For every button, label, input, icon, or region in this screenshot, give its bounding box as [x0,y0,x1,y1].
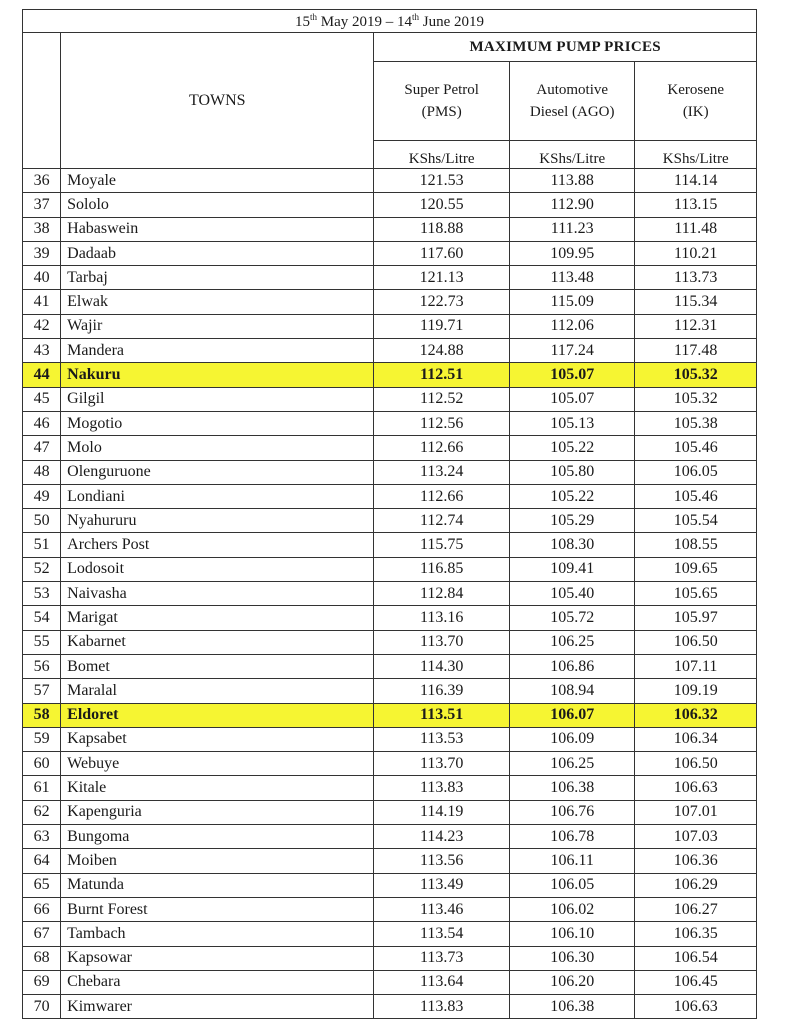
pms-header: Super Petrol (PMS) [374,62,510,141]
table-row [23,606,757,630]
table-row [23,897,757,921]
table-row [23,727,757,751]
table-row [23,314,757,338]
ago-price: 106.38 [509,776,635,800]
ago-unit: KShs/Litre [509,141,635,169]
ago-price: 106.76 [509,800,635,824]
town-name: Mogotio [61,411,374,435]
ik-price: 111.48 [635,217,757,241]
town-name: Molo [61,436,374,460]
table-row [23,266,757,290]
town-name: Kapenguria [61,800,374,824]
ago-price: 106.38 [509,995,635,1019]
ik-price: 105.38 [635,411,757,435]
ago-price: 106.25 [509,752,635,776]
town-name: Kapsowar [61,946,374,970]
row-number: 50 [23,509,61,533]
ik-price: 106.45 [635,970,757,994]
ago-price: 106.02 [509,897,635,921]
ik-price: 115.34 [635,290,757,314]
town-name: Maralal [61,679,374,703]
ago-price: 106.11 [509,849,635,873]
pms-price: 112.84 [374,582,510,606]
row-number: 41 [23,290,61,314]
town-name: Kimwarer [61,995,374,1019]
town-name: Kapsabet [61,727,374,751]
pms-price: 113.16 [374,606,510,630]
ik-price: 106.05 [635,460,757,484]
ik-header: Kerosene (IK) [635,62,757,141]
ik-price: 106.50 [635,630,757,654]
max-pump-prices-header: MAXIMUM PUMP PRICES [374,33,757,62]
row-number: 60 [23,752,61,776]
pms-price: 112.51 [374,363,510,387]
town-name: Webuye [61,752,374,776]
table-row [23,363,757,387]
pms-price: 113.70 [374,630,510,654]
pump-prices-table [22,9,757,1019]
town-name: Naivasha [61,582,374,606]
town-name: Tambach [61,922,374,946]
table-row [23,825,757,849]
table-row [23,169,757,193]
row-number: 66 [23,897,61,921]
pms-price: 115.75 [374,533,510,557]
town-name: Lodosoit [61,557,374,581]
pms-price: 113.64 [374,970,510,994]
ago-price: 105.07 [509,363,635,387]
pms-price: 119.71 [374,314,510,338]
ik-price: 106.35 [635,922,757,946]
ago-price: 106.05 [509,873,635,897]
ik-unit: KShs/Litre [635,141,757,169]
pms-price: 120.55 [374,193,510,217]
table-row [23,752,757,776]
row-number: 55 [23,630,61,654]
table-row [23,679,757,703]
number-header-cell [23,33,61,169]
pms-price: 122.73 [374,290,510,314]
town-name: Londiani [61,484,374,508]
town-name: Bomet [61,654,374,678]
ago-price: 105.72 [509,606,635,630]
town-name: Matunda [61,873,374,897]
table-row [23,922,757,946]
ik-price: 106.32 [635,703,757,727]
table-row [23,436,757,460]
ago-price: 115.09 [509,290,635,314]
table-row [23,654,757,678]
period-title: 15th May 2019 – 14th June 2019 [23,10,757,33]
town-name: Kabarnet [61,630,374,654]
town-name: Tarbaj [61,266,374,290]
ago-price: 112.90 [509,193,635,217]
table-row [23,411,757,435]
ik-price: 106.29 [635,873,757,897]
town-name: Wajir [61,314,374,338]
ik-price: 110.21 [635,241,757,265]
ik-price: 112.31 [635,314,757,338]
pms-price: 117.60 [374,241,510,265]
row-number: 52 [23,557,61,581]
pms-price: 114.30 [374,654,510,678]
town-name: Nakuru [61,363,374,387]
pms-price: 113.83 [374,995,510,1019]
ik-price: 106.34 [635,727,757,751]
row-number: 46 [23,411,61,435]
table-row [23,946,757,970]
pms-price: 112.66 [374,436,510,460]
pms-price: 118.88 [374,217,510,241]
pms-price: 112.52 [374,387,510,411]
row-number: 39 [23,241,61,265]
ik-price: 106.54 [635,946,757,970]
table-row [23,849,757,873]
row-number: 56 [23,654,61,678]
ago-price: 106.30 [509,946,635,970]
table-row [23,970,757,994]
ago-price: 105.07 [509,387,635,411]
ago-price: 106.86 [509,654,635,678]
row-number: 57 [23,679,61,703]
ik-price: 105.32 [635,387,757,411]
row-number: 42 [23,314,61,338]
ago-price: 113.88 [509,169,635,193]
table-row [23,241,757,265]
pms-unit: KShs/Litre [374,141,510,169]
town-name: Gilgil [61,387,374,411]
ago-price: 106.10 [509,922,635,946]
ik-price: 106.27 [635,897,757,921]
row-number: 48 [23,460,61,484]
pms-price: 116.39 [374,679,510,703]
town-name: Dadaab [61,241,374,265]
ik-price: 106.36 [635,849,757,873]
row-number: 63 [23,825,61,849]
table-row [23,193,757,217]
ik-price: 107.03 [635,825,757,849]
ik-price: 105.54 [635,509,757,533]
ik-price: 114.14 [635,169,757,193]
pms-price: 114.19 [374,800,510,824]
row-number: 49 [23,484,61,508]
town-name: Eldoret [61,703,374,727]
table-row [23,387,757,411]
pms-price: 113.46 [374,897,510,921]
town-name: Nyahururu [61,509,374,533]
table-row [23,484,757,508]
ik-price: 108.55 [635,533,757,557]
ago-price: 113.48 [509,266,635,290]
table-row [23,800,757,824]
row-number: 45 [23,387,61,411]
ago-price: 106.07 [509,703,635,727]
table-row [23,533,757,557]
table-row [23,509,757,533]
ik-price: 106.63 [635,995,757,1019]
ago-header: Automotive Diesel (AGO) [509,62,635,141]
ik-price: 113.15 [635,193,757,217]
pms-price: 124.88 [374,339,510,363]
row-number: 68 [23,946,61,970]
ago-price: 117.24 [509,339,635,363]
row-number: 44 [23,363,61,387]
town-name: Olenguruone [61,460,374,484]
ago-price: 105.40 [509,582,635,606]
table-row [23,873,757,897]
ago-price: 106.78 [509,825,635,849]
town-name: Mandera [61,339,374,363]
town-name: Habaswein [61,217,374,241]
ago-price: 111.23 [509,217,635,241]
town-name: Bungoma [61,825,374,849]
town-name: Burnt Forest [61,897,374,921]
town-name: Archers Post [61,533,374,557]
row-number: 61 [23,776,61,800]
pms-price: 112.56 [374,411,510,435]
ik-price: 105.46 [635,484,757,508]
row-number: 58 [23,703,61,727]
ik-price: 105.65 [635,582,757,606]
ik-price: 107.11 [635,654,757,678]
row-number: 65 [23,873,61,897]
ago-price: 105.22 [509,436,635,460]
row-number: 47 [23,436,61,460]
town-name: Moyale [61,169,374,193]
ago-price: 109.41 [509,557,635,581]
table-row [23,217,757,241]
row-number: 67 [23,922,61,946]
ik-price: 105.32 [635,363,757,387]
town-name: Chebara [61,970,374,994]
ago-price: 105.22 [509,484,635,508]
row-number: 54 [23,606,61,630]
ago-price: 105.80 [509,460,635,484]
pms-price: 113.54 [374,922,510,946]
row-number: 51 [23,533,61,557]
ago-price: 105.29 [509,509,635,533]
ik-price: 105.46 [635,436,757,460]
table-row [23,630,757,654]
table-row [23,776,757,800]
town-name: Elwak [61,290,374,314]
ik-price: 106.50 [635,752,757,776]
row-number: 43 [23,339,61,363]
row-number: 40 [23,266,61,290]
ago-price: 106.25 [509,630,635,654]
ik-price: 105.97 [635,606,757,630]
town-name: Kitale [61,776,374,800]
ago-price: 109.95 [509,241,635,265]
town-name: Moiben [61,849,374,873]
table-row [23,582,757,606]
pms-price: 113.51 [374,703,510,727]
pms-price: 113.24 [374,460,510,484]
table-row [23,703,757,727]
town-name: Marigat [61,606,374,630]
pms-price: 121.53 [374,169,510,193]
pms-price: 113.70 [374,752,510,776]
pms-price: 113.49 [374,873,510,897]
ago-price: 108.94 [509,679,635,703]
town-name: Sololo [61,193,374,217]
pms-price: 114.23 [374,825,510,849]
ik-price: 106.63 [635,776,757,800]
ik-price: 117.48 [635,339,757,363]
ik-price: 109.19 [635,679,757,703]
row-number: 37 [23,193,61,217]
pms-price: 113.53 [374,727,510,751]
pms-price: 116.85 [374,557,510,581]
row-number: 36 [23,169,61,193]
table-row [23,460,757,484]
ik-price: 107.01 [635,800,757,824]
row-number: 53 [23,582,61,606]
pms-price: 113.83 [374,776,510,800]
ago-price: 112.06 [509,314,635,338]
row-number: 59 [23,727,61,751]
towns-header: TOWNS [61,33,374,169]
row-number: 70 [23,995,61,1019]
row-number: 38 [23,217,61,241]
ik-price: 113.73 [635,266,757,290]
ik-price: 109.65 [635,557,757,581]
ago-price: 108.30 [509,533,635,557]
pms-price: 121.13 [374,266,510,290]
table-row [23,995,757,1019]
pms-price: 112.66 [374,484,510,508]
pms-price: 112.74 [374,509,510,533]
table-row [23,557,757,581]
price-rows [23,169,757,1019]
row-number: 62 [23,800,61,824]
row-number: 64 [23,849,61,873]
ago-price: 105.13 [509,411,635,435]
ago-price: 106.20 [509,970,635,994]
pms-price: 113.73 [374,946,510,970]
ago-price: 106.09 [509,727,635,751]
row-number: 69 [23,970,61,994]
table-row [23,339,757,363]
table-row [23,290,757,314]
pms-price: 113.56 [374,849,510,873]
